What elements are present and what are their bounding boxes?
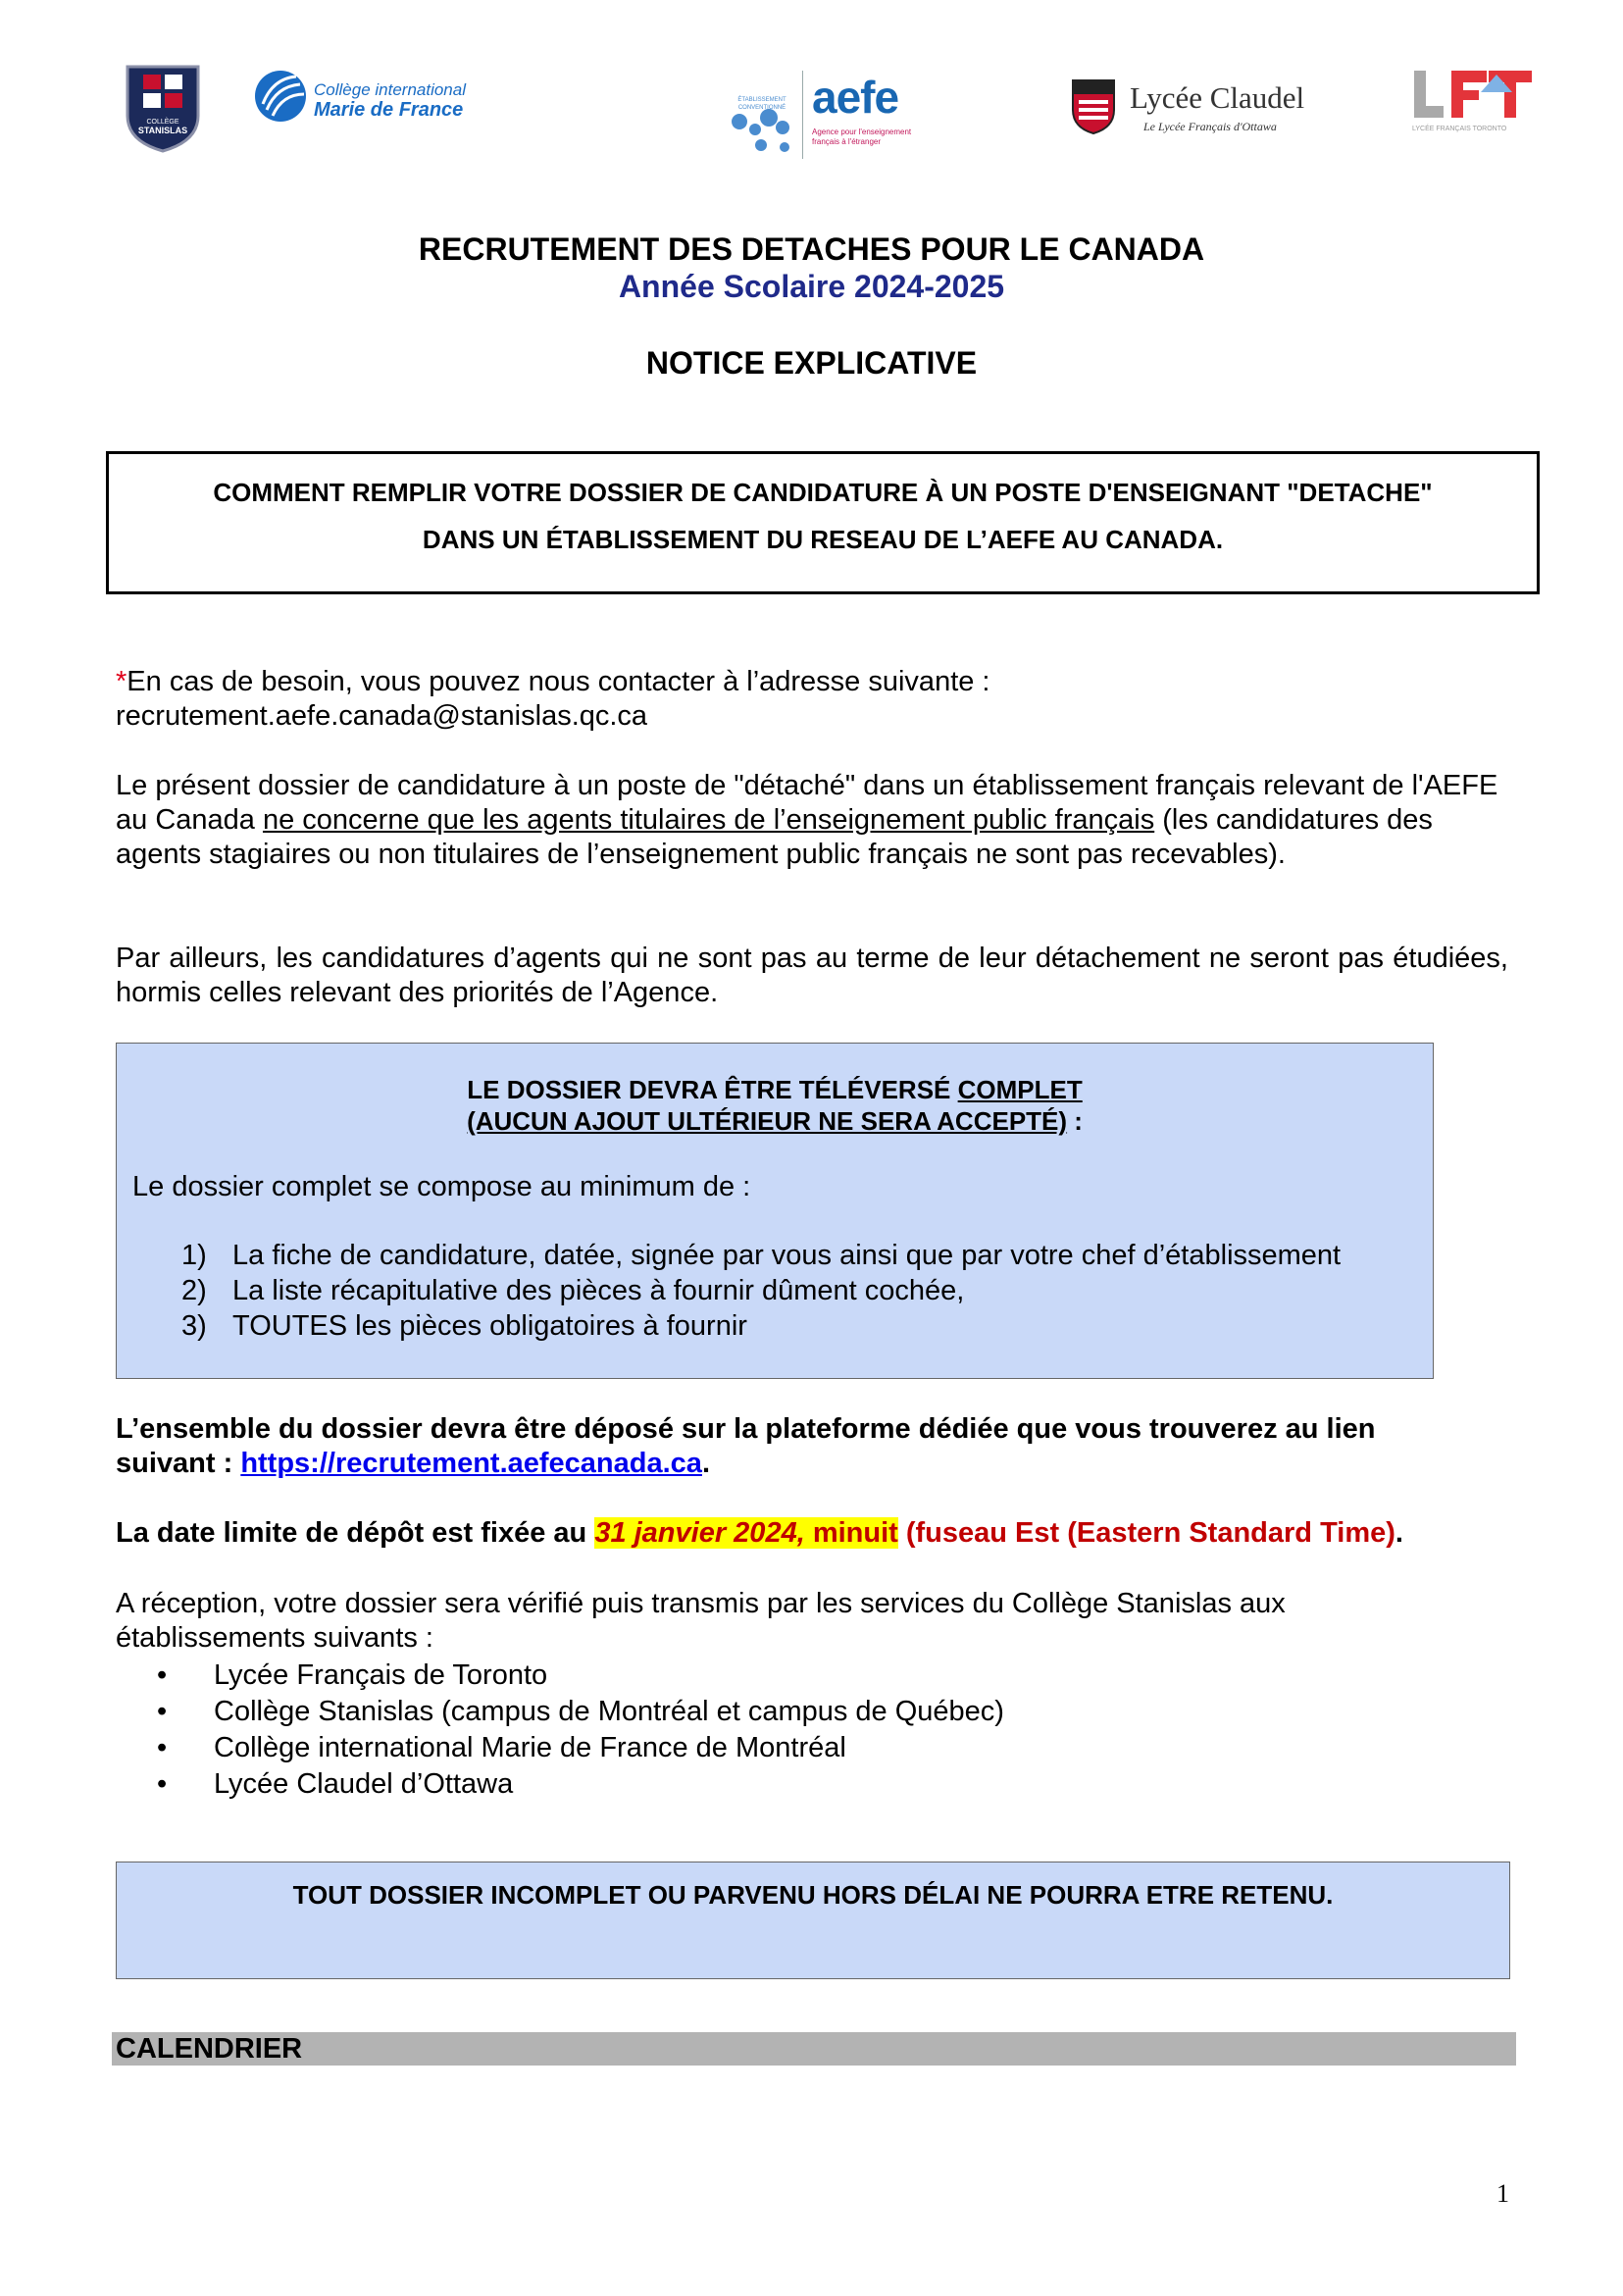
school-year: Année Scolaire 2024-2025 — [618, 269, 1005, 304]
eligibility-text-before: Le présent dossier de candidature à un poste de "détaché" dans un établissement français relevant de l'AEFE au Canada — [116, 770, 1498, 836]
list-item — [157, 1696, 1004, 1728]
document-title: RECRUTEMENT DES DETACHES POUR LE CANADA — [418, 231, 1205, 267]
dossier-box-intro: Le dossier complet se compose au minimum de : — [132, 1171, 751, 1202]
list-item-text: La fiche de candidature, datée, signée par vous ainsi que par votre chef d’établissement — [232, 1240, 1342, 1271]
platform-text-period: . — [701, 1448, 710, 1479]
college-stanislas-logo — [124, 63, 202, 153]
list-item — [157, 1768, 513, 1801]
cimf-logo-line2: Marie de France — [314, 99, 464, 121]
contact-text: En cas de besoin, vous pouvez nous contacter à l’adresse suivante : — [127, 666, 990, 697]
asterisk-marker: * — [116, 666, 127, 697]
claudel-crest-icon — [1069, 77, 1118, 135]
notice-heading: NOTICE EXPLICATIVE — [645, 345, 978, 381]
eligibility-paragraph — [116, 769, 1508, 872]
dossier-box-heading-2-text: : — [1067, 1106, 1083, 1136]
list-item-text: TOUTES les pièces obligatoires à fournir — [232, 1310, 747, 1342]
deadline-period: . — [1395, 1517, 1403, 1549]
cimf-emblem-icon — [253, 65, 310, 128]
cimf-logo-line1: Collège international — [314, 80, 466, 99]
list-item — [181, 1275, 964, 1307]
platform-link[interactable]: https://recrutement.aefecanada.ca — [240, 1448, 702, 1479]
stanislas-logo-line2: STANISLAS — [137, 126, 188, 135]
school-name: Collège Stanislas (campus de Montréal et campus de Québec) — [214, 1696, 1004, 1727]
contact-email[interactable]: recrutement.aefe.canada@stanislas.qc.ca — [116, 700, 648, 732]
aefe-tagline: Agence pour l'enseignement français à l'étranger — [812, 128, 912, 146]
dossier-box-heading-2 — [117, 1106, 1433, 1137]
aefe-wordmark: aefe — [812, 72, 899, 123]
eligibility-text-after: (les candidatures des agents stagiaires ou non titulaires de l’enseignement public français ne sont pas recevables). — [116, 804, 1433, 870]
bullet-icon: • — [157, 1696, 168, 1727]
school-name: Lycée Français de Toronto — [214, 1659, 548, 1691]
intro-box-line1: COMMENT REMPLIR VOTRE DOSSIER DE CANDIDATURE À UN POSTE D'ENSEIGNANT "DETACHE" — [213, 478, 1433, 507]
dossier-box-heading-1 — [117, 1075, 1433, 1105]
bullet-icon: • — [157, 1768, 168, 1800]
platform-text-line2: suivant : — [116, 1448, 241, 1479]
list-item-number: 3) — [181, 1310, 207, 1342]
contact-paragraph — [116, 665, 1508, 734]
lft-wordmark-icon — [1412, 69, 1534, 124]
list-item — [181, 1310, 747, 1343]
stanislas-logo-line1: COLLÈGE — [146, 119, 179, 126]
reception-text-line2: établissements suivants : — [116, 1622, 433, 1654]
calendar-section-heading: CALENDRIER — [112, 2032, 1516, 2066]
platform-paragraph — [116, 1412, 1508, 1481]
lft-logo — [1412, 69, 1540, 147]
deadline-date-highlight — [594, 1517, 898, 1549]
list-item — [181, 1240, 1341, 1272]
deadline-text: La date limite de dépôt est fixée au — [116, 1517, 595, 1549]
deadline-timezone: (fuseau Est (Eastern Standard Time) — [897, 1517, 1395, 1549]
logo-bar — [0, 59, 1623, 167]
school-name: Collège international Marie de France de Montréal — [214, 1732, 846, 1763]
list-item-number: 1) — [181, 1240, 207, 1271]
reception-text-line1: A réception, votre dossier sera vérifié puis transmis par les services du Collège Stanislas aux — [116, 1588, 1286, 1619]
dossier-box-heading-1-underlined: COMPLET — [957, 1075, 1083, 1104]
list-item — [157, 1659, 547, 1692]
dossier-box-heading-2-underlined: (AUCUN AJOUT ULTÉRIEUR NE SERA ACCEPTÉ) — [467, 1106, 1068, 1136]
warning-text: TOUT DOSSIER INCOMPLET OU PARVENU HORS DÉLAI NE POURRA ETRE RETENU. — [292, 1880, 1334, 1910]
dossier-box-heading-1-text: LE DOSSIER DEVRA ÊTRE TÉLÉVERSÉ — [467, 1075, 958, 1104]
cimf-logo — [253, 59, 488, 128]
deadline-time: minuit — [804, 1517, 898, 1549]
lft-tagline: LYCÉE FRANÇAIS TORONTO — [1412, 126, 1507, 132]
aefe-etab-label: ÉTABLISSEMENT CONVENTIONNÉ — [737, 97, 786, 111]
intro-box-line2: DANS UN ÉTABLISSEMENT DU RESEAU DE L’AEFE AU CANADA. — [422, 525, 1224, 554]
school-name: Lycée Claudel d’Ottawa — [214, 1768, 514, 1800]
page-number: 1 — [1496, 2179, 1509, 2208]
intro-box — [106, 451, 1540, 594]
detachment-paragraph: Par ailleurs, les candidatures d’agents qui ne sont pas au terme de leur détachement ne seront pas étudiées, hormis celles relevant des priorités de l’Agence. — [116, 943, 1508, 1008]
bullet-icon: • — [157, 1659, 168, 1691]
deadline-date: 31 janvier 2024, — [594, 1517, 805, 1549]
warning-box — [116, 1862, 1510, 1979]
bullet-icon: • — [157, 1732, 168, 1763]
list-item — [157, 1732, 846, 1764]
list-item-number: 2) — [181, 1275, 207, 1306]
dossier-requirements-box — [116, 1043, 1434, 1379]
claudel-wordmark: Lycée Claudel — [1130, 80, 1305, 115]
deadline-paragraph — [116, 1516, 1508, 1551]
platform-text-line1: L’ensemble du dossier devra être déposé sur la plateforme dédiée que vous trouverez au lien — [116, 1413, 1376, 1445]
claudel-tagline: Le Lycée Français d'Ottawa — [1143, 120, 1277, 133]
aefe-logo — [726, 67, 922, 165]
list-item-text: La liste récapitulative des pièces à fournir dûment cochée, — [232, 1275, 965, 1306]
lycee-claudel-logo — [1069, 69, 1314, 147]
eligibility-emphasis: ne concerne que les agents titulaires de l’enseignement public français — [262, 804, 1155, 836]
reception-paragraph — [116, 1587, 1508, 1656]
aefe-divider — [802, 71, 803, 159]
